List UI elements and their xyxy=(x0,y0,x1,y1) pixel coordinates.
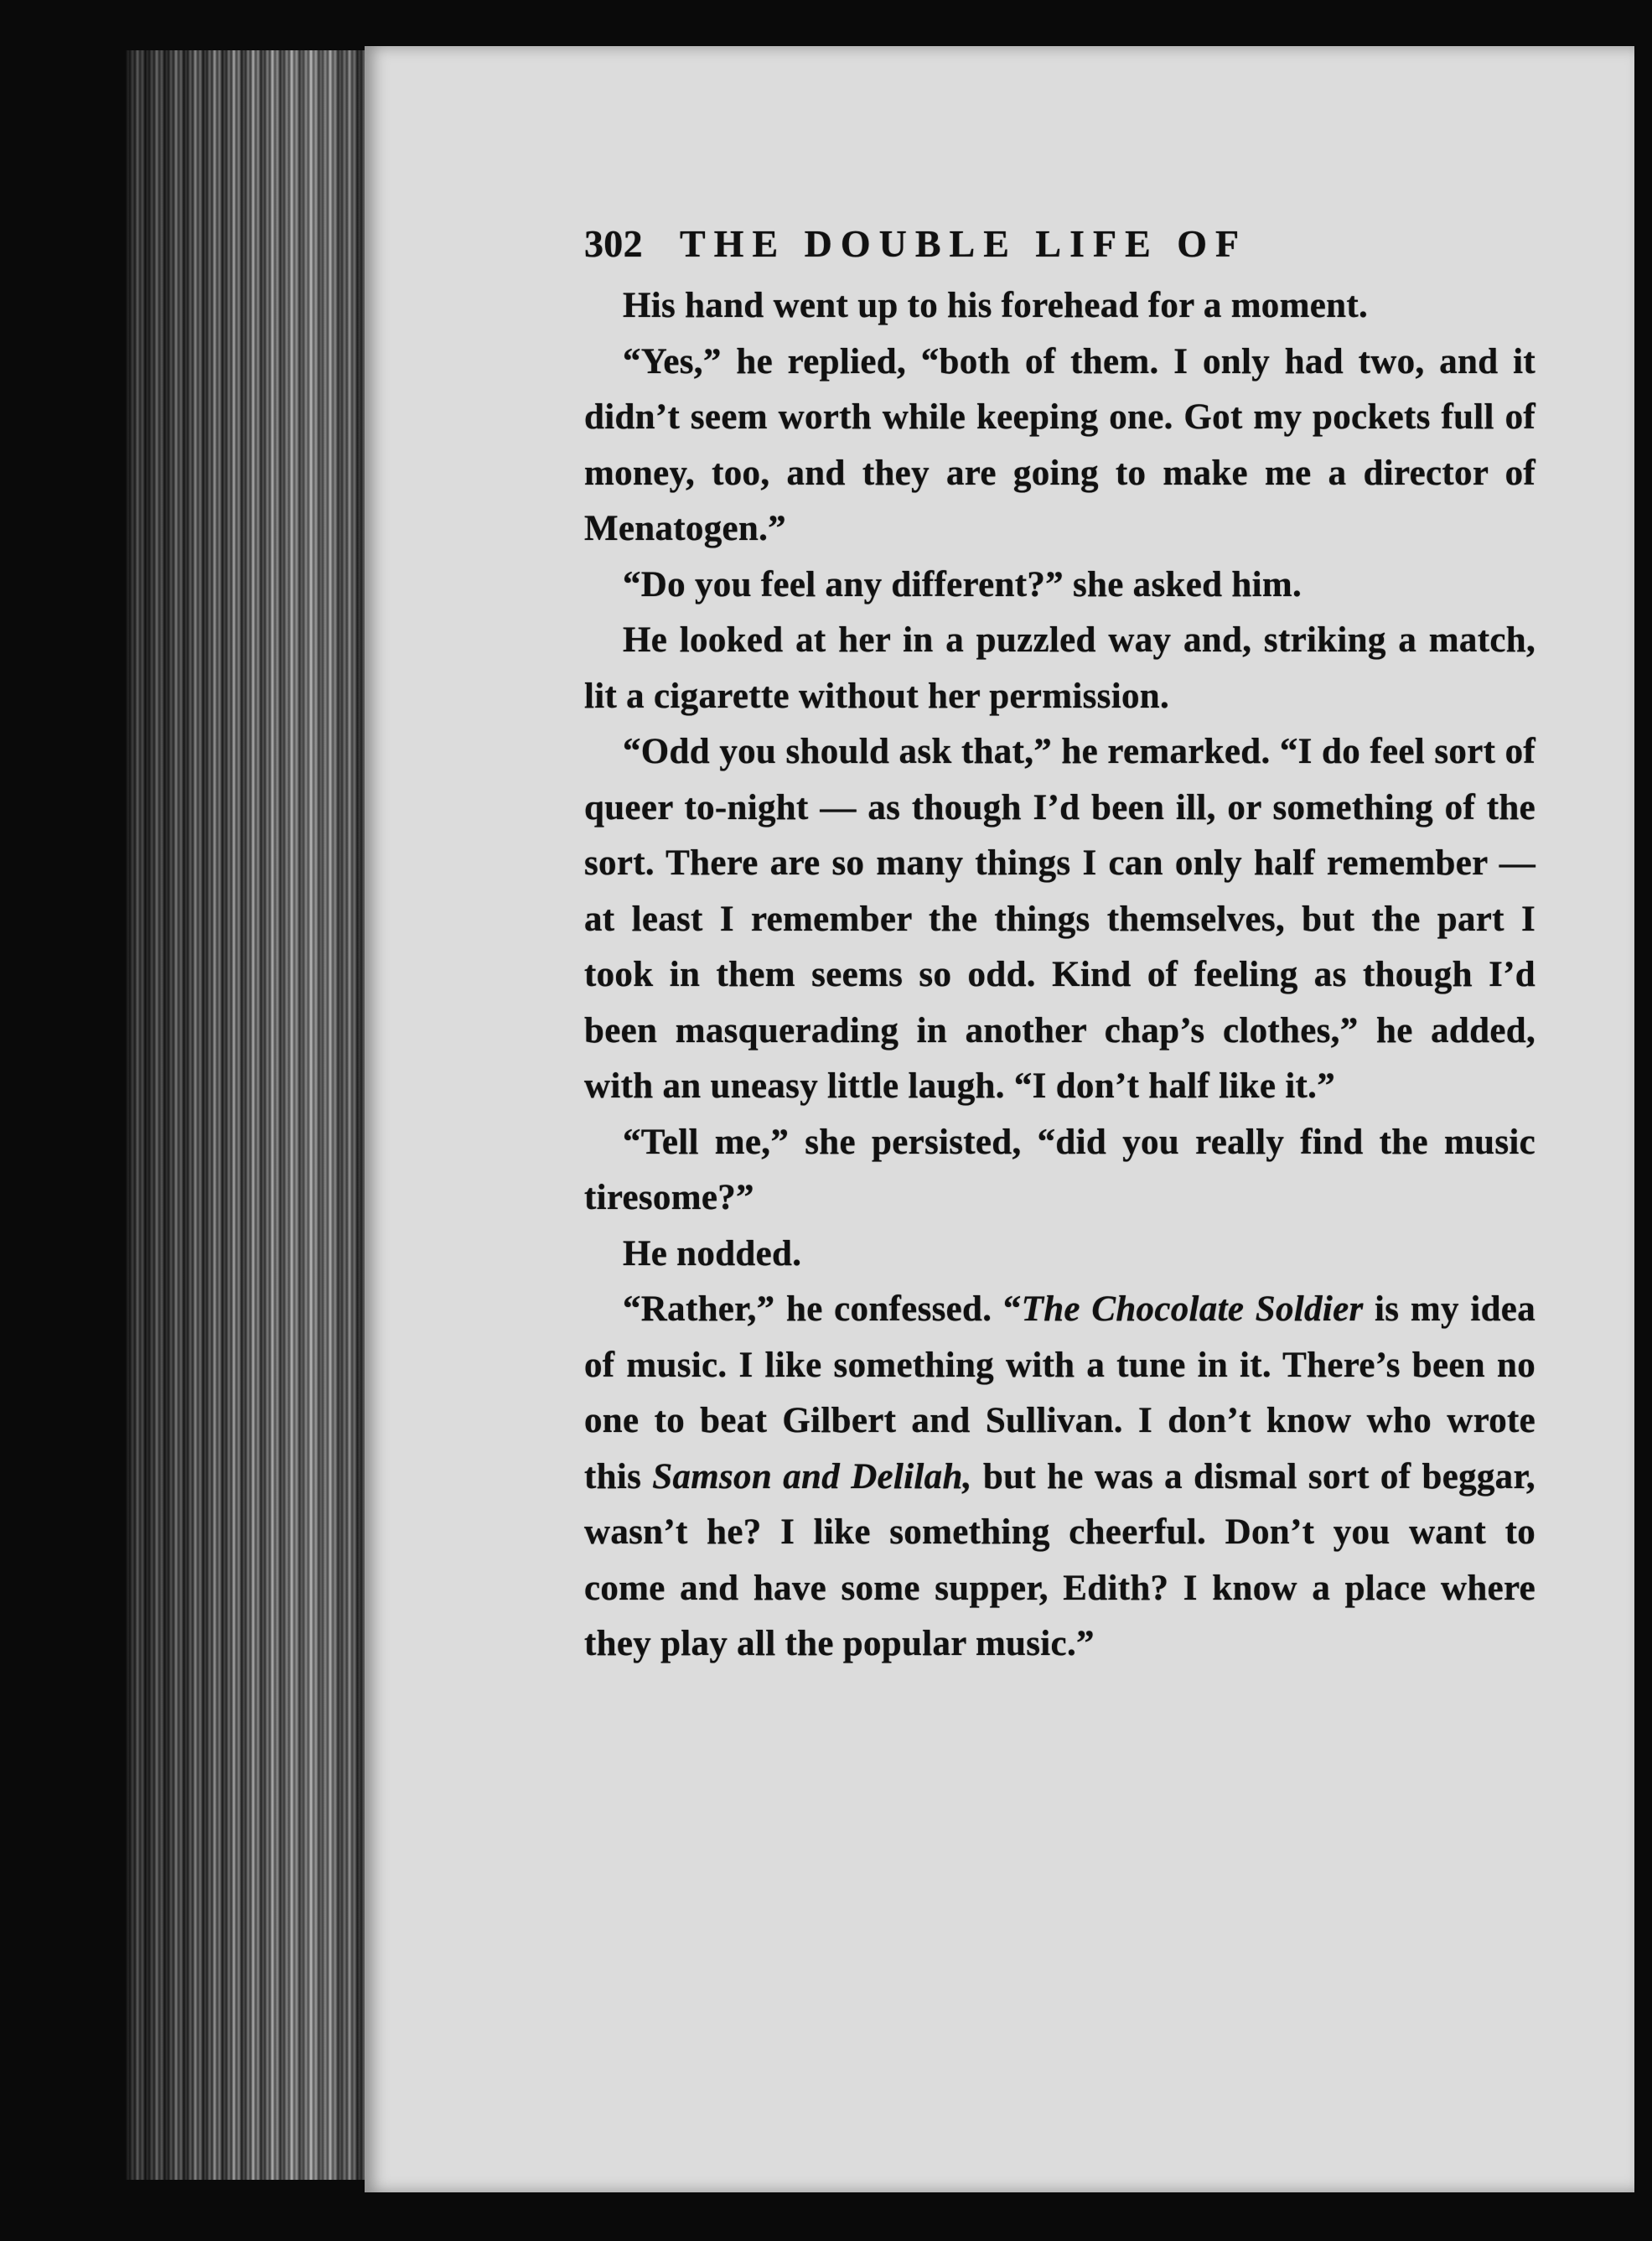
paragraph-text: He nodded. xyxy=(623,1233,802,1274)
paragraph-text: is my idea of music. I like something with a tune in it. There’s been no one to beat Gilbert and Sullivan. I don’t know who wrote this xyxy=(584,1289,1535,1497)
page-number: 302 xyxy=(584,222,643,265)
paragraph-text: “Tell me,” she persisted, “did you really find the music tiresome?” xyxy=(584,1122,1535,1217)
book-page xyxy=(365,46,1634,2192)
paragraph-text: “Odd you should ask that,” he remarked. “I do feel sort of queer to-night — as though I’d been ill, or something of the sort. There are so many things I can only half remember — at least I remember the things themselves, but the part I took in them seems so odd. Kind of feeling as though I’d been masquerading in another chap’s clothes,” he added, with an uneasy little laugh. “I don’t half like it.” xyxy=(584,732,1535,1106)
running-head xyxy=(584,216,1535,277)
paragraph-text: “Do you feel any different?” she asked him. xyxy=(623,564,1302,604)
paragraph xyxy=(584,1282,1535,1673)
italic-title: Samson and Delilah, xyxy=(652,1456,972,1497)
paragraph xyxy=(584,558,1535,614)
paragraph-text: His hand went up to his forehead for a moment. xyxy=(623,286,1369,325)
running-head-title: THE DOUBLE LIFE OF xyxy=(680,222,1248,265)
book-page-edges xyxy=(126,50,369,2180)
paragraph xyxy=(584,613,1535,724)
paragraph-text: “Rather,” he confessed. “ xyxy=(623,1289,1022,1329)
paragraph xyxy=(584,335,1535,558)
paragraph-text: He looked at her in a puzzled way and, striking a match, lit a cigarette without her permission. xyxy=(584,620,1535,716)
paragraph xyxy=(584,278,1535,335)
paragraph-text: “Yes,” he replied, “both of them. I only had two, and it didn’t seem worth while keeping one. Got my pockets full of money, too, and they are going to make me a director of Menatogen.” xyxy=(584,341,1535,548)
text-block xyxy=(584,216,1535,1673)
paragraph xyxy=(584,724,1535,1115)
paragraph xyxy=(584,1227,1535,1283)
paragraph-text: but he was a dismal sort of beggar, wasn’t he? I like something cheerful. Don’t you want to come and have some supper, Edith? I know a place where they play all the popular music.” xyxy=(584,1456,1535,1663)
paragraph xyxy=(584,1115,1535,1227)
italic-title: The Chocolate Soldier xyxy=(1021,1289,1364,1329)
